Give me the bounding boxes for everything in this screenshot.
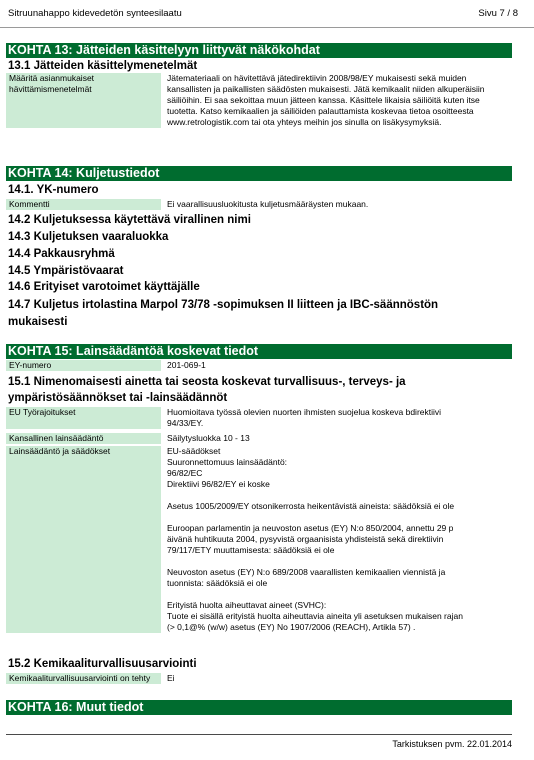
subsection-14-2-heading: 14.2 Kuljetuksessa käytettävä virallinen nimi <box>8 214 251 226</box>
row-label: EY-numero <box>6 360 161 371</box>
row-label: Kommentti <box>6 199 161 210</box>
value-line: 94/33/EY. <box>167 418 204 428</box>
subsection-15-2-heading: 15.2 Kemikaaliturvallisuusarviointi <box>8 658 197 670</box>
subsection-14-6-heading: 14.6 Erityiset varotoimet käyttäjälle <box>8 281 200 293</box>
value-line: 96/82/EC <box>167 468 203 478</box>
value-line: Suuronnettomuus lainsäädäntö: <box>167 457 288 467</box>
revision-date: Tarkistuksen pvm. 22.01.2014 <box>392 739 512 749</box>
ec-number-row <box>6 360 512 371</box>
row-label: Kansallinen lainsäädäntö <box>6 433 161 444</box>
footer-divider <box>6 734 512 735</box>
row-label-line: Määritä asianmukaiset <box>9 73 95 83</box>
row-label-line: hävittämismenetelmät <box>9 84 92 94</box>
value-line: äivänä huhtikuuta 2004, pysyvistä orgaanisista yhdisteistä sekä direktiivin <box>167 534 444 544</box>
section-15-heading: KOHTA 15: Lainsäädäntöä koskevat tiedot <box>6 344 512 359</box>
subsection-15-1-heading <box>8 374 512 406</box>
row-value: 201-069-1 <box>167 360 206 370</box>
row-value: Säilytysluokka 10 - 13 <box>167 433 250 443</box>
value-line: Asetus 1005/2009/EY otsonikerrosta heikentävistä aineista: säädöksiä ei ole <box>167 501 455 511</box>
subsection-13-1-heading: 13.1 Jätteiden käsittelymenetelmät <box>8 60 198 72</box>
subsection-14-3-heading: 14.3 Kuljetuksen vaaraluokka <box>8 231 169 243</box>
legislation-row <box>6 446 512 633</box>
section-13-heading: KOHTA 13: Jätteiden käsittelyyn liittyvät näkökohdat <box>6 43 512 58</box>
heading-line: 15.1 Nimenomaisesti ainetta tai seosta koskevat turvallisuus-, terveys- ja <box>8 376 406 388</box>
row-value <box>161 407 512 429</box>
row-label: Kemikaaliturvallisuusarviointi on tehty <box>6 673 161 684</box>
header-divider <box>0 27 534 28</box>
subsection-14-1-heading: 14.1. YK-numero <box>8 184 99 196</box>
chemical-safety-assessment-row <box>6 673 512 684</box>
subsection-14-5-heading: 14.5 Ympäristövaarat <box>8 265 124 277</box>
heading-line: 14.7 Kuljetus irtolastina Marpol 73/78 -sopimuksen II liitteen ja IBC-säännöstön <box>8 299 439 311</box>
national-legislation-row <box>6 433 512 444</box>
page-number: Sivu 7 / 8 <box>478 8 518 19</box>
value-line: Euroopan parlamentin ja neuvoston asetus (EY) N:o 850/2004, annettu 29 p <box>167 523 454 533</box>
row-value <box>161 446 512 633</box>
section-14-heading: KOHTA 14: Kuljetustiedot <box>6 166 512 181</box>
subsection-14-4-heading: 14.4 Pakkausryhmä <box>8 248 115 260</box>
value-line: Huomioitava työssä olevien nuorten ihmisten suojelua koskeva bdirektiivi <box>167 407 442 417</box>
row-label <box>6 73 161 128</box>
page-header <box>8 8 518 26</box>
value-line: 79/117/ETY muuttamisesta: säädöksiä ei ole <box>167 545 335 555</box>
disposal-methods-row <box>6 73 512 128</box>
heading-line: mukaisesti <box>8 316 68 328</box>
heading-line: ympäristösäännökset tai -lainsäädännöt <box>8 392 228 404</box>
value-line: Neuvoston asetus (EY) N:o 689/2008 vaarallisten kemikaalien viennistä ja <box>167 567 446 577</box>
row-label: EU Työrajoitukset <box>6 407 161 429</box>
value-line: Direktiivi 96/82/EY ei koske <box>167 479 270 489</box>
value-line: tuonnista: säädöksiä ei ole <box>167 578 268 588</box>
row-value: Jätemateriaali on hävitettävä jätedirektiivin 2008/98/EY mukaisesti sekä muiden kansallisten ja paikallisten säädösten mukaisesti. Jätä kemikaalit niiden alkuperäisiin säiliöihin. Ei saa sekoittaa muun jätteen kanssa. Käsittele likaisia säiliöitä kuten itse tuotetta. Katso kemikaalien ja säiliöiden palauttamista koskevaa tietoa osoitteesta www.retrologistik.com tai ota yhteys meihin jos sinulla on lisäkysymyksiä. <box>167 73 485 127</box>
comment-row <box>6 199 512 210</box>
document-title: Sitruunahappo kidevedetön synteesilaatu <box>8 8 182 19</box>
value-line: EU-säädökset <box>167 446 221 456</box>
value-line: Tuote ei sisällä erityistä huolta aiheuttavia aineita yli asetuksen mukaisen rajan <box>167 611 463 621</box>
eu-restrictions-row <box>6 407 512 429</box>
section-16-heading: KOHTA 16: Muut tiedot <box>6 700 512 715</box>
value-line: (> 0,1@% (w/w) asetus (EY) No 1907/2006 (REACH), Artikla 57) . <box>167 622 416 632</box>
value-line: Erityistä huolta aiheuttavat aineet (SVHC): <box>167 600 327 610</box>
row-value: Ei vaarallisuusluokitusta kuljetusmääräysten mukaan. <box>167 199 369 209</box>
row-value: Ei <box>167 673 175 683</box>
row-label: Lainsäädäntö ja säädökset <box>6 446 161 633</box>
subsection-14-7-heading <box>8 297 512 331</box>
